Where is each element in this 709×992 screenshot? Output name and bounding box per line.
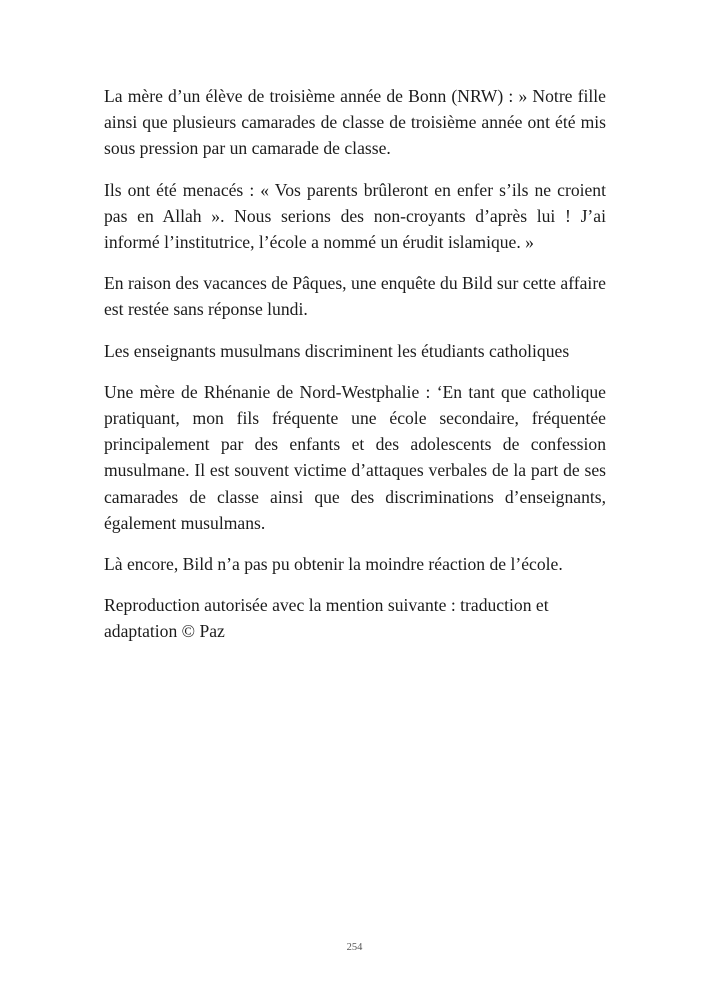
paragraph-no-reaction: Là encore, Bild n’a pas pu obtenir la moindre réaction de l’école. [104, 554, 563, 575]
body-text [104, 83, 606, 660]
paragraph-easter-holidays: En raison des vacances de Pâques, une enquête du Bild sur cette affaire est restée sans réponse lundi. [104, 273, 606, 320]
paragraph-threat-quote: Ils ont été menacés : « Vos parents brûleront en enfer s’ils ne croient pas en Allah ». Nous serions des non-croyants d’après lui ! J’ai informé l’institutrice, l’école a nommé un érudit islamique. » [104, 179, 606, 253]
paragraph-testimony-bonn: La mère d’un élève de troisième année de Bonn (NRW) : » Notre fille ainsi que plusieurs camarades de classe de troisième année ont été mis sous pression par un camarade de classe. [104, 86, 606, 159]
page-number: 254 [346, 942, 363, 953]
paragraph-subheading-teachers: Les enseignants musulmans discriminent les étudiants catholiques [104, 340, 570, 361]
paragraph-reproduction-notice: Reproduction autorisée avec la mention suivante : traduction et adaptation © Paz [104, 595, 549, 642]
paragraph-testimony-nrw: Une mère de Rhénanie de Nord-Westphalie : ‘En tant que catholique pratiquant, mon fils fréquente une école secondaire, fréquentée principalement par des enfants et des adolescents de confession musulmane. Il est souvent victime d’attaques verbales de la part de ses camarades de classe ainsi que des discriminations d’enseignants, également musulmans. [104, 381, 606, 533]
